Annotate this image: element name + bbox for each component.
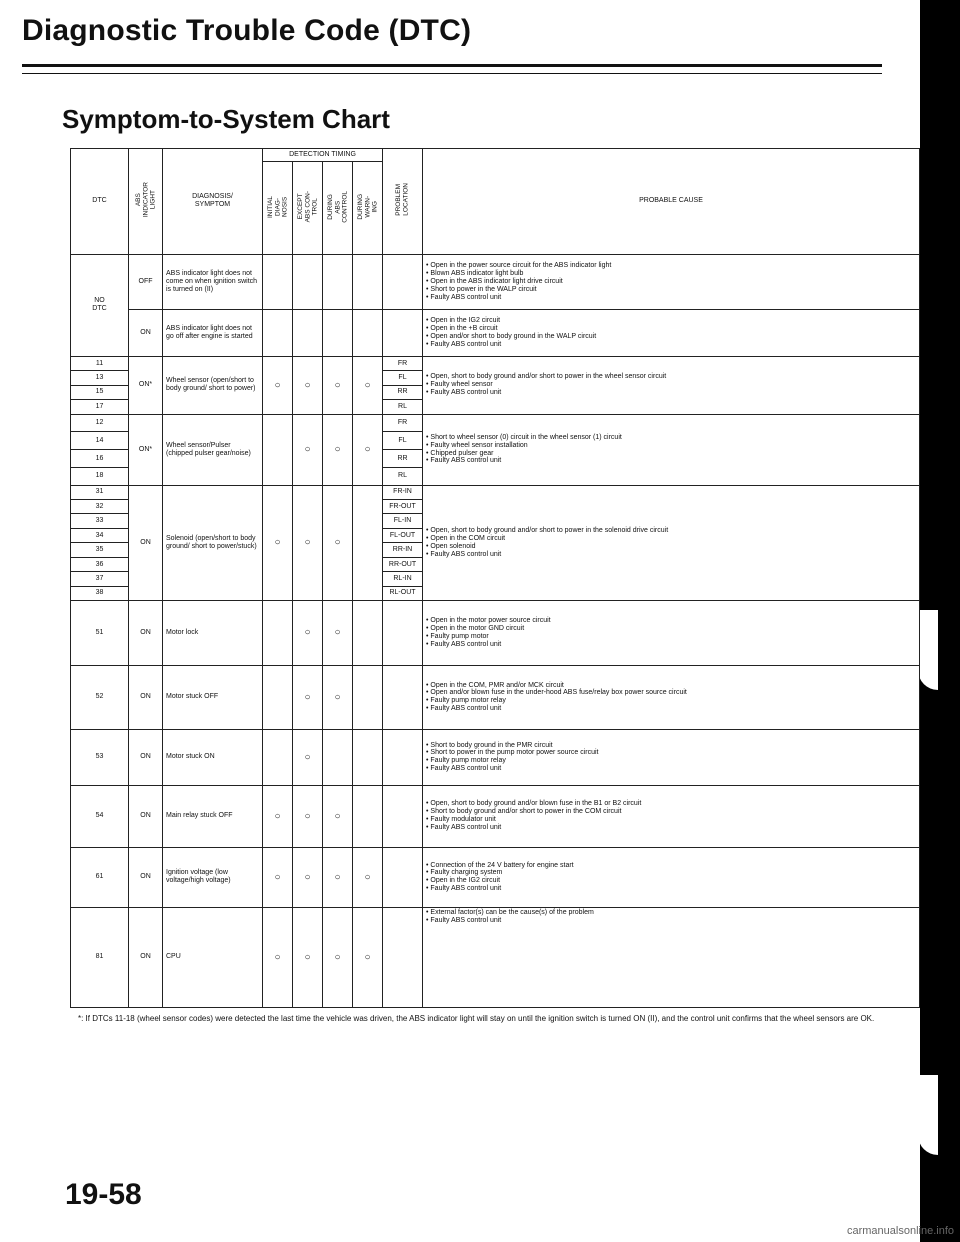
dtc-cell: 54 [71,785,129,847]
mark-during-abs: ○ [323,601,353,665]
mark-during-warning: ○ [353,356,383,414]
location-cell: RR [383,385,423,399]
light-cell: ON [129,847,163,907]
location-cell: FR-OUT [383,500,423,514]
symptom-cell: Motor stuck ON [163,729,263,785]
dtc-cell: 11 [71,356,129,370]
mark-during-abs: ○ [323,907,353,1007]
page-number: 19-58 [65,1178,142,1211]
header-during-warning: DURING WARN- ING [353,162,383,254]
cause-cell: • Open in the power source circuit for the ABS indicator light • Blown ABS indicator light bulb • Open in the ABS indicator light drive circuit • Short to power in the WALP circuit • Faulty ABS control unit [423,254,920,310]
dtc-cell: 36 [71,557,129,571]
dtc-cell: 38 [71,586,129,600]
dtc-cell: 32 [71,500,129,514]
dtc-cell: 15 [71,385,129,399]
dtc-cell: 12 [71,414,129,432]
mark-during-warning [353,729,383,785]
header-initial-diagnosis: INITIAL DIAG- NOSIS [263,162,293,254]
dtc-cell: 35 [71,543,129,557]
light-cell: ON [129,310,163,357]
dtc-cell: 17 [71,400,129,414]
title-rule-thin [22,73,882,74]
cause-cell: • Open in the IG2 circuit • Open in the +B circuit • Open and/or short to body ground in the WALP circuit • Faulty ABS control unit [423,310,920,357]
symptom-cell: Wheel sensor/Pulser (chipped pulser gear/noise) [163,414,263,485]
header-except-abs-control: EXCEPT ABS CON- TROL [293,162,323,254]
dtc-cell: 13 [71,371,129,385]
symptom-cell: CPU [163,907,263,1007]
dtc-cell: 14 [71,432,129,450]
symptom-cell: Motor lock [163,601,263,665]
mark-initial: ○ [263,847,293,907]
symptom-chart [70,148,920,1008]
mark-during-abs: ○ [323,414,353,485]
mark-except: ○ [293,414,323,485]
dtc-cell: 18 [71,467,129,485]
dtc-cell: 31 [71,485,129,499]
header-abs-light: ABS INDICATOR LIGHT [129,149,163,255]
location-cell: RR [383,450,423,468]
edge-notch [918,1075,938,1155]
dtc-cell: NO DTC [71,254,129,356]
mark-during-warning: ○ [353,907,383,1007]
dtc-cell: 61 [71,847,129,907]
symptom-cell: Main relay stuck OFF [163,785,263,847]
light-cell: ON [129,601,163,665]
light-cell: ON* [129,356,163,414]
mark-during-abs: ○ [323,485,353,601]
mark-during-warning [353,785,383,847]
dtc-cell: 37 [71,572,129,586]
dtc-cell: 81 [71,907,129,1007]
dtc-table [70,148,920,1008]
location-cell: RL [383,400,423,414]
watermark: carmanualsonline.info [846,1225,954,1237]
location-cell: FL-OUT [383,528,423,542]
symptom-cell: ABS indicator light does not go off after engine is started [163,310,263,357]
symptom-cell: Motor stuck OFF [163,665,263,729]
light-cell: ON [129,665,163,729]
mark-except: ○ [293,785,323,847]
mark-initial [263,601,293,665]
cause-cell: • Open in the motor power source circuit • Open in the motor GND circuit • Faulty pump motor • Faulty ABS control unit [423,601,920,665]
mark-except: ○ [293,729,323,785]
header-dtc: DTC [71,149,129,255]
header-during-abs-control: DURING ABS CONTROL [323,162,353,254]
title-rule [22,64,882,67]
mark-during-warning [353,665,383,729]
mark-initial [263,665,293,729]
cause-cell: • Short to wheel sensor (0) circuit in the wheel sensor (1) circuit • Faulty wheel sensor installation • Chipped pulser gear • Faulty ABS control unit [423,414,920,485]
cause-cell: • Connection of the 24 V battery for engine start • Faulty charging system • Open in the IG2 circuit • Faulty ABS control unit [423,847,920,907]
cause-cell: • Short to body ground in the PMR circuit • Short to power in the pump motor power source circuit • Faulty pump motor relay • Faulty ABS control unit [423,729,920,785]
symptom-cell: ABS indicator light does not come on when ignition switch is turned on (II) [163,254,263,310]
mark-initial: ○ [263,356,293,414]
location-cell: RR-OUT [383,557,423,571]
mark-during-warning [353,601,383,665]
dtc-cell: 34 [71,528,129,542]
dtc-cell: 51 [71,601,129,665]
dtc-cell: 16 [71,450,129,468]
header-problem-location: PROBLEM LOCATION [383,149,423,255]
location-cell: FL-IN [383,514,423,528]
mark-except: ○ [293,847,323,907]
mark-during-abs: ○ [323,785,353,847]
header-detection-timing: DETECTION TIMING [263,149,383,162]
margin-bracket-mark [936,600,960,710]
symptom-cell: Solenoid (open/short to body ground/ short to power/stuck) [163,485,263,601]
dtc-cell: 33 [71,514,129,528]
dtc-cell: 53 [71,729,129,785]
mark-during-abs: ○ [323,847,353,907]
location-cell: FR [383,356,423,370]
cause-cell: • Open, short to body ground and/or short to power in the wheel sensor circuit • Faulty wheel sensor • Faulty ABS control unit [423,356,920,414]
location-cell: FR [383,414,423,432]
mark-except: ○ [293,356,323,414]
mark-during-abs: ○ [323,665,353,729]
cause-cell: • Open, short to body ground and/or short to power in the solenoid drive circuit • Open in the COM circuit • Open solenoid • Faulty ABS control unit [423,485,920,601]
light-cell: ON [129,485,163,601]
light-cell: ON [129,907,163,1007]
symptom-cell: Ignition voltage (low voltage/high voltage) [163,847,263,907]
footnote: *: If DTCs 11-18 (wheel sensor codes) were detected the last time the vehicle was driven, the ABS indicator light will stay on until the ignition switch is turned ON (II), and the control unit confirms that the wheel sensors are OK. [78,1014,875,1023]
mark-initial: ○ [263,485,293,601]
light-cell: ON* [129,414,163,485]
light-cell: OFF [129,254,163,310]
mark-during-warning: ○ [353,414,383,485]
mark-except: ○ [293,601,323,665]
mark-during-warning: ○ [353,847,383,907]
mark-initial: ○ [263,907,293,1007]
mark-initial: ○ [263,785,293,847]
cause-cell: • External factor(s) can be the cause(s) of the problem • Faulty ABS control unit [423,907,920,1007]
cause-cell: • Open, short to body ground and/or blown fuse in the B1 or B2 circuit • Short to body ground and/or short to power in the COM circuit • Faulty modulator unit • Faulty ABS control unit [423,785,920,847]
dtc-cell: 52 [71,665,129,729]
light-cell: ON [129,729,163,785]
mark-except: ○ [293,665,323,729]
location-cell: RL-OUT [383,586,423,600]
location-cell: FL [383,371,423,385]
location-cell: FL [383,432,423,450]
light-cell: ON [129,785,163,847]
header-probable-cause: PROBABLE CAUSE [423,149,920,255]
section-subtitle: Symptom-to-System Chart [62,104,390,134]
edge-notch [918,610,938,690]
location-cell: FR-IN [383,485,423,499]
location-cell: RL [383,467,423,485]
mark-except: ○ [293,485,323,601]
page-title: Diagnostic Trouble Code (DTC) [22,14,472,47]
mark-during-abs: ○ [323,356,353,414]
header-diagnosis: DIAGNOSIS/ SYMPTOM [163,149,263,255]
symptom-cell: Wheel sensor (open/short to body ground/ short to power) [163,356,263,414]
location-cell: RL-IN [383,572,423,586]
cause-cell: • Open in the COM, PMR and/or MCK circuit • Open and/or blown fuse in the under-hood ABS fuse/relay box power source circuit • Faulty pump motor relay • Faulty ABS control unit [423,665,920,729]
mark-during-abs [323,729,353,785]
mark-initial [263,729,293,785]
mark-except: ○ [293,907,323,1007]
location-cell: RR-IN [383,543,423,557]
